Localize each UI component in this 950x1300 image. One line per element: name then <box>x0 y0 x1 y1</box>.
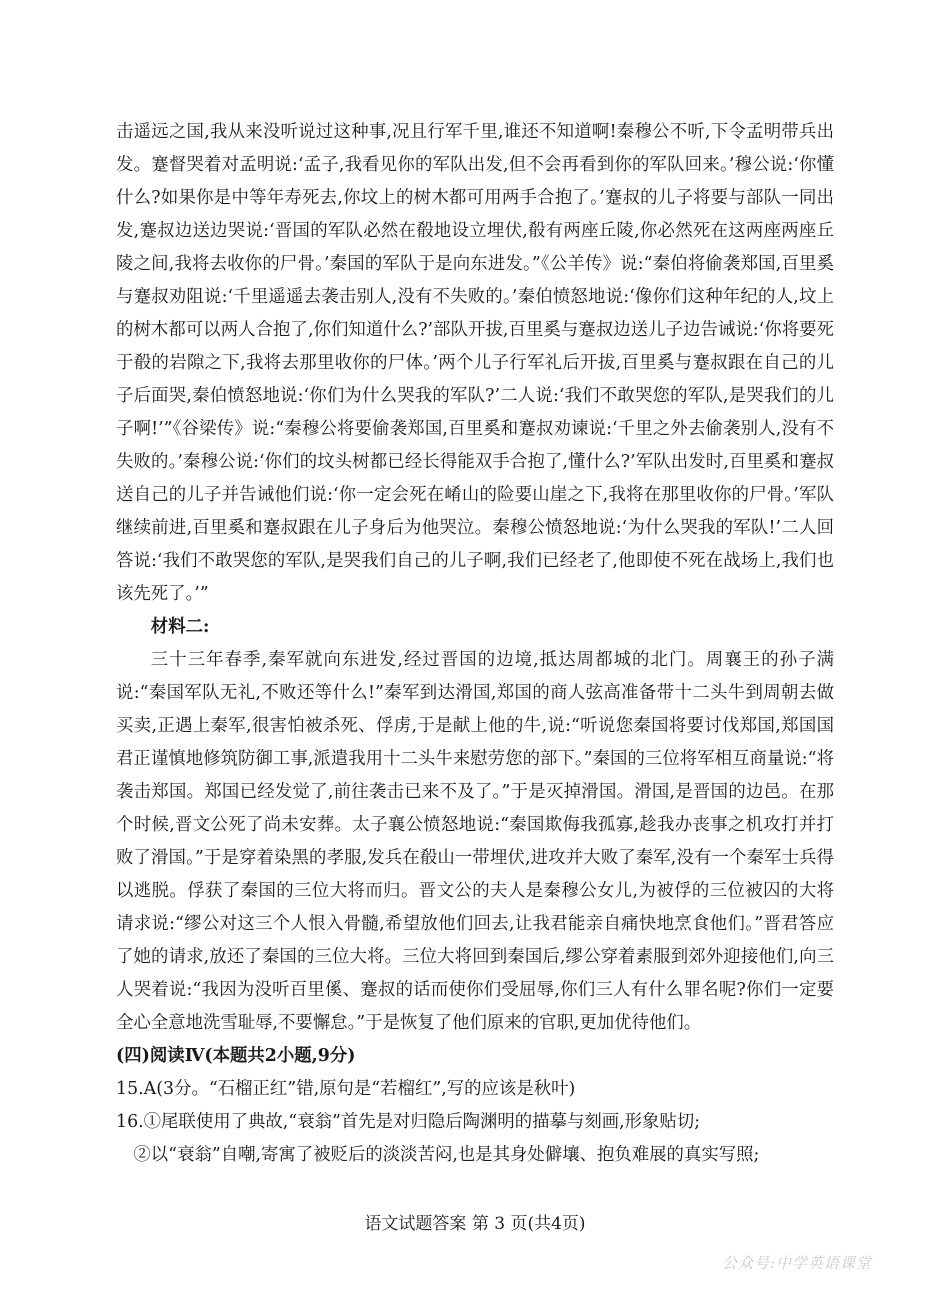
answer-content <box>116 116 834 1172</box>
watermark: 公众号:中学英语课堂 <box>721 1254 872 1272</box>
answer-16-part-2: ②以“衰翁”自嘲,寄寓了被贬后的淡淡苦闷,也是其身处僻壤、抱负难展的真实写照; <box>133 1145 760 1165</box>
material-two-heading: 材料二: <box>150 617 210 637</box>
page-footer: 语文试题答案 第 3 页(共4页) <box>364 1214 586 1234</box>
answer-16-part-1: 16.①尾联使用了典故,“衰翁”首先是对归隐后陶渊明的描摹与刻画,形象贴切; <box>116 1112 701 1132</box>
material-two-paragraph: 三十三年春季,秦军就向东进发,经过晋国的边境,抵达周都城的北门。周襄王的孙子满说:“秦国军队无礼,不败还等什么!”秦军到达滑国,郑国的商人弦高准备带十二头牛到周朝去做买卖,正遇上秦军,很害怕被杀死、俘虏,于是献上他的牛,说:“听说您秦国将要讨伐郑国,郑国国君正谨慎地修筑防御工事,派遣我用十二头牛来慰劳您的部下。”秦国的三位将军相互商量说:“将袭击郑国。郑国已经发觉了,前往袭击已来不及了。”于是灭掉滑国。滑国,是晋国的边邑。在那个时候,晋文公死了尚未安葬。太子襄公愤怒地说:“秦国欺侮我孤寡,趁我办丧事之机攻打并打败了滑国。”于是穿着染黑的孝服,发兵在殽山一带埋伏,进攻并大败了秦军,没有一个秦军士兵得以逃脱。俘获了秦国的三位大将而归。晋文公的夫人是秦穆公女儿,为被俘的三位被囚的大将请求说:“缪公对这三个人恨入骨髓,希望放他们回去,让我君能亲自痛快地烹食他们。”晋君答应了她的请求,放还了秦国的三位大将。三位大将回到秦国后,缪公穿着素服到郊外迎接他们,向三人哭着说:“我因为没听百里傒、蹇叔的话而使你们受屈辱,你们三人有什么罪名呢?你们一定要全心全意地洗雪耻辱,不要懈怠。”于是恢复了他们原来的官职,更加优待他们。 <box>116 650 834 1033</box>
section-four-heading: (四)阅读Ⅳ(本题共2小题,9分) <box>116 1046 356 1066</box>
answer-15: 15.A(3分。“石榴正红”错,原句是“若榴红”,写的应该是秋叶) <box>116 1079 576 1099</box>
material-one-continued-paragraph: 击遥远之国,我从来没听说过这种事,况且行军千里,谁还不知道啊!秦穆公不听,下令孟明带兵出发。蹇督哭着对孟明说:‘孟子,我看见你的军队出发,但不会再看到你的军队回来。’穆公说:‘你懂什么?如果你是中等年寿死去,你坟上的树木都可用两手合抱了。’蹇叔的儿子将要与部队一同出发,蹇叔边送边哭说:‘晋国的军队必然在殽地设立埋伏,殽有两座丘陵,你必然死在这两座两座丘陵之间,我将去收你的尸骨。’秦国的军队于是向东进发。”《公羊传》说:“秦伯将偷袭郑国,百里奚与蹇叔劝阻说:‘千里遥遥去袭击别人,没有不失败的。’秦伯愤怒地说:‘像你们这种年纪的人,坟上的树木都可以两人合抱了,你们知道什么?’部队开拔,百里奚与蹇叔边送儿子边告诫说:‘你将要死于殽的岩隙之下,我将去那里收你的尸体。’两个儿子行军礼后开拔,百里奚与蹇叔跟在自己的儿子后面哭,秦伯愤怒地说:‘你们为什么哭我的军队?’二人说:‘我们不敢哭您的军队,是哭我们的儿子啊!’”《谷梁传》说:“秦穆公将要偷袭郑国,百里奚和蹇叔劝谏说:‘千里之外去偷袭别人,没有不失败的。’秦穆公说:‘你们的坟头树都已经长得能双手合抱了,懂什么?’军队出发时,百里奚和蹇叔送自己的儿子并告诫他们说:‘你一定会死在崤山的险要山崖之下,我将在那里收你的尸骨。’军队继续前进,百里奚和蹇叔跟在儿子身后为他哭泣。秦穆公愤怒地说:‘为什么哭我的军队!’二人回答说:‘我们不敢哭您的军队,是哭我们自己的儿子啊,我们已经老了,他即使不死在战场上,我们也该先死了。’” <box>116 122 834 604</box>
